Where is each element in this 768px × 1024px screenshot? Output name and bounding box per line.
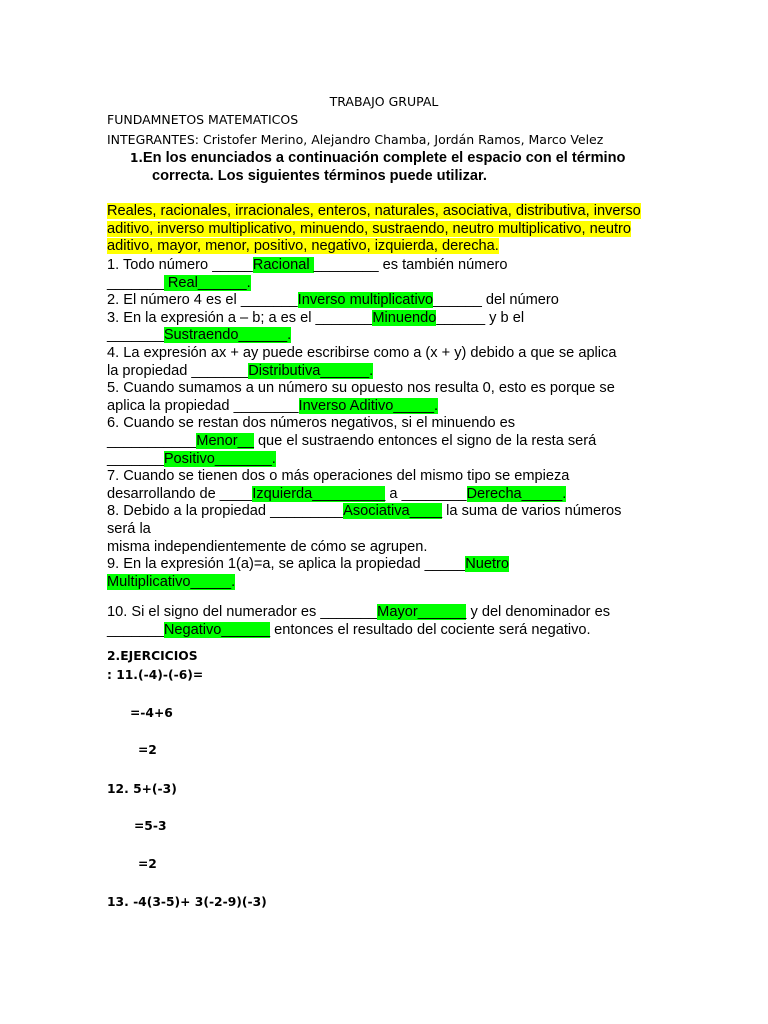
- statement-10-cont: _______Negativo______ entonces el resultado del cociente será negativo.: [107, 621, 591, 638]
- answer-highlight: Positivo_______.: [163, 450, 276, 467]
- exercise-11-result: =2: [138, 743, 157, 757]
- statement-7-cont: desarrollando de ____Izquierda_________ a ________Derecha_____.: [107, 485, 567, 502]
- answer-highlight: Real______.: [163, 274, 251, 291]
- answer-highlight: Mayor______: [377, 604, 467, 621]
- statement-3-cont: _______Sustraendo______.: [107, 327, 292, 344]
- answer-highlight: Inverso Aditivo_____.: [298, 397, 439, 414]
- answer-highlight: Inverso multiplicativo: [297, 292, 434, 309]
- statement-4: 4. La expresión ax + ay puede escribirse como a (x + y) debido a que se aplica: [107, 344, 617, 361]
- answer-highlight: Izquierda_________: [252, 485, 386, 502]
- statement-1-cont: _______ Real______.: [107, 274, 251, 291]
- exercise-12-label: 12. 5+(-3): [107, 782, 177, 796]
- section1-text-cont: correcta. Los siguientes términos puede utilizar.: [152, 167, 487, 184]
- exercise-12-step1: =5-3: [134, 819, 167, 833]
- term-list: [107, 203, 667, 256]
- answer-highlight: Asociativa____: [343, 503, 443, 520]
- statement-8-cont: será la: [107, 520, 151, 537]
- exercises-heading: 2.EJERCICIOS: [107, 649, 198, 663]
- answer-highlight: Derecha_____.: [466, 485, 567, 502]
- exercise-13-label: 13. -4(3-5)+ 3(-2-9)(-3): [107, 895, 267, 909]
- statement-6-cont2: _______Positivo_______.: [107, 450, 276, 467]
- statements: [107, 257, 652, 639]
- section1-text: En los enunciados a continuación complete el espacio con el término: [142, 150, 626, 166]
- statement-3: 3. En la expresión a – b; a es el _______Minuendo______ y b el: [107, 309, 525, 326]
- section1-number: 1.: [130, 151, 143, 165]
- answer-highlight: Multiplicativo_____.: [107, 573, 236, 590]
- answer-highlight: Negativo______: [163, 621, 271, 638]
- statement-1: 1. Todo número _____Racional ________ es también número: [107, 257, 508, 273]
- statement-6: 6. Cuando se restan dos números negativos, si el minuendo es: [107, 415, 516, 432]
- members-line: INTEGRANTES: Cristofer Merino, Alejandro Chamba, Jordán Ramos, Marco Velez: [107, 132, 604, 147]
- statement-2: 2. El número 4 es el _______Inverso multiplicativo______ del número: [107, 292, 559, 309]
- exercise-11-label: : 11.(-4)-(-6)=: [107, 668, 204, 682]
- exercise-11-step1: =-4+6: [130, 706, 173, 720]
- answer-highlight: Nuetro: [465, 556, 510, 573]
- answer-highlight: Racional: [252, 257, 314, 273]
- statement-8: 8. Debido a la propiedad _________Asociativa____ la suma de varios números: [107, 503, 622, 520]
- statement-10: 10. Si el signo del numerador es _______Mayor______ y del denominador es: [107, 604, 611, 621]
- statement-5-cont: aplica la propiedad ________Inverso Aditivo_____.: [107, 397, 439, 414]
- statement-5: 5. Cuando sumamos a un número su opuesto nos resulta 0, esto es porque se: [107, 380, 615, 397]
- answer-highlight: Distributiva______.: [248, 362, 374, 379]
- statement-9: 9. En la expresión 1(a)=a, se aplica la propiedad _____Nuetro: [107, 556, 510, 573]
- course-name: FUNDAMNETOS MATEMATICOS: [107, 112, 299, 127]
- statement-6-cont: ___________Menor__ que el sustraendo entonces el signo de la resta será: [107, 432, 597, 449]
- exercise-12-result: =2: [138, 857, 157, 871]
- document-title: TRABAJO GRUPAL: [329, 94, 439, 109]
- statement-9-cont: [107, 574, 652, 592]
- statement-8-cont2: misma independientemente de cómo se agrupen.: [107, 538, 428, 555]
- term-list-text: Reales, racionales, irracionales, enteros, naturales, asociativa, distributiva, inverso aditivo, inverso multiplicativo, minuendo, sustraendo, neutro multiplicativo, neutro aditivo, mayor, menor, positivo, negativo, izquierda, derecha.: [107, 203, 641, 255]
- section1-instruction: [130, 150, 660, 185]
- answer-highlight: Sustraendo______.: [163, 327, 292, 344]
- statement-4-cont: la propiedad _______Distributiva______.: [107, 362, 374, 379]
- answer-highlight: Menor__: [196, 432, 254, 449]
- statement-7: 7. Cuando se tienen dos o más operaciones del mismo tipo se empieza: [107, 468, 570, 485]
- answer-highlight: Minuendo: [372, 309, 437, 326]
